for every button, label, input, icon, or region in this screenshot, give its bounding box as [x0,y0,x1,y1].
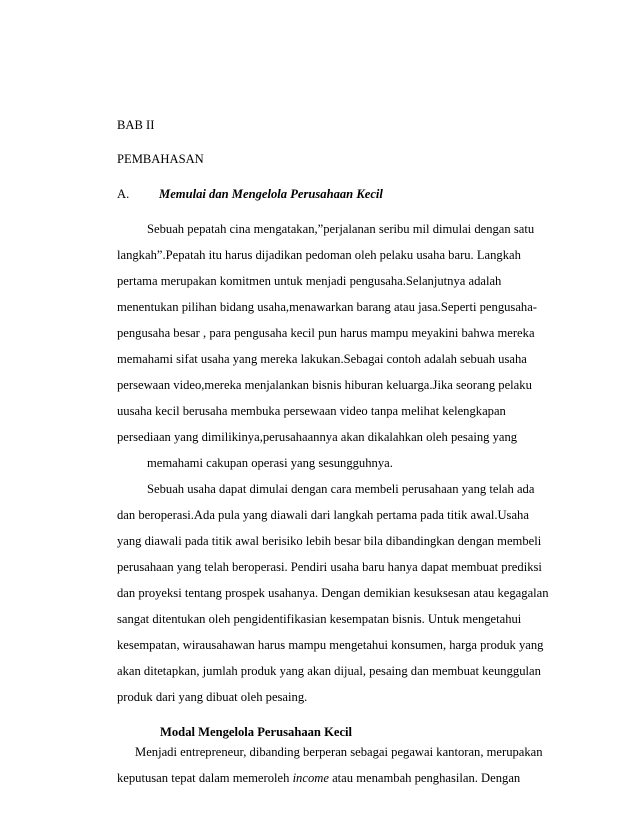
subheading: Modal Mengelola Perusahaan Kecil [160,725,353,739]
paragraph-line: akan ditetapkan, jumlah produk yang akan dijual, pesaing dan membuat keunggulan [117,664,541,678]
chapter-title: PEMBAHASAN [117,152,204,166]
paragraph-line [117,771,520,786]
chapter-number: BAB II [117,118,155,132]
paragraph-line: Sebuah usaha dapat dimulai dengan cara membeli perusahaan yang telah ada [147,482,535,496]
paragraph-line: dan proyeksi tentang prospek usahanya. Dengan demikian kesuksesan atau kegagalan [117,586,549,600]
paragraph-line: uusaha kecil berusaha membuka persewaan video tanpa melihat kelengkapan [117,404,506,418]
paragraph-text: keputusan tepat dalam memeroleh [117,771,293,785]
paragraph-line: memahami sifat usaha yang mereka lakukan.Sebagai contoh adalah sebuah usaha [117,352,527,366]
paragraph-line: perusahaan yang telah beroperasi. Pendiri usaha baru hanya dapat membuat prediksi [117,560,542,574]
paragraph-line: persediaan yang dimilikinya,perusahaannya akan dikalahkan oleh pesaing yang [117,430,518,444]
section-title: Memulai dan Mengelola Perusahaan Kecil [159,187,383,201]
paragraph-line: persewaan video,mereka menjalankan bisnis hiburan keluarga.Jika seorang pelaku [117,378,532,392]
paragraph-line: produk dari yang dibuat oleh pesaing. [117,690,308,704]
paragraph-line: memahami cakupan operasi yang sesungguhnya. [147,456,393,470]
paragraph-line: menentukan pilihan bidang usaha,menawarkan barang atau jasa.Seperti pengusaha- [117,300,537,314]
paragraph-line: dan beroperasi.Ada pula yang diawali dari langkah pertama pada titik awal.Usaha [117,508,529,522]
section-label: A. [117,187,130,201]
paragraph-text: atau menambah penghasilan. Dengan [328,771,521,785]
paragraph-line: yang diawali pada titik awal berisiko lebih besar bila dibandingkan dengan membeli [117,534,542,548]
paragraph-line: Sebuah pepatah cina mengatakan,”perjalanan seribu mil dimulai dengan satu [147,222,535,236]
paragraph-line: pengusaha besar , para pengusaha kecil pun harus mampu meyakini bahwa mereka [117,326,535,340]
paragraph-line: langkah”.Pepatah itu harus dijadikan pedoman oleh pelaku usaha baru. Langkah [117,248,521,262]
paragraph-line: pertama merupakan komitmen untuk menjadi pengusaha.Selanjutnya adalah [117,274,502,288]
paragraph-line: kesempatan, wirausahawan harus mampu mengetahui konsumen, harga produk yang [117,638,544,652]
paragraph-line: Menjadi entrepreneur, dibanding berperan sebagai pegawai kantoran, merupakan [135,745,543,759]
paragraph-line: sangat ditentukan oleh pengidentifikasian kesempatan bisnis. Untuk mengetahui [117,612,522,626]
italic-term: income [292,771,329,785]
